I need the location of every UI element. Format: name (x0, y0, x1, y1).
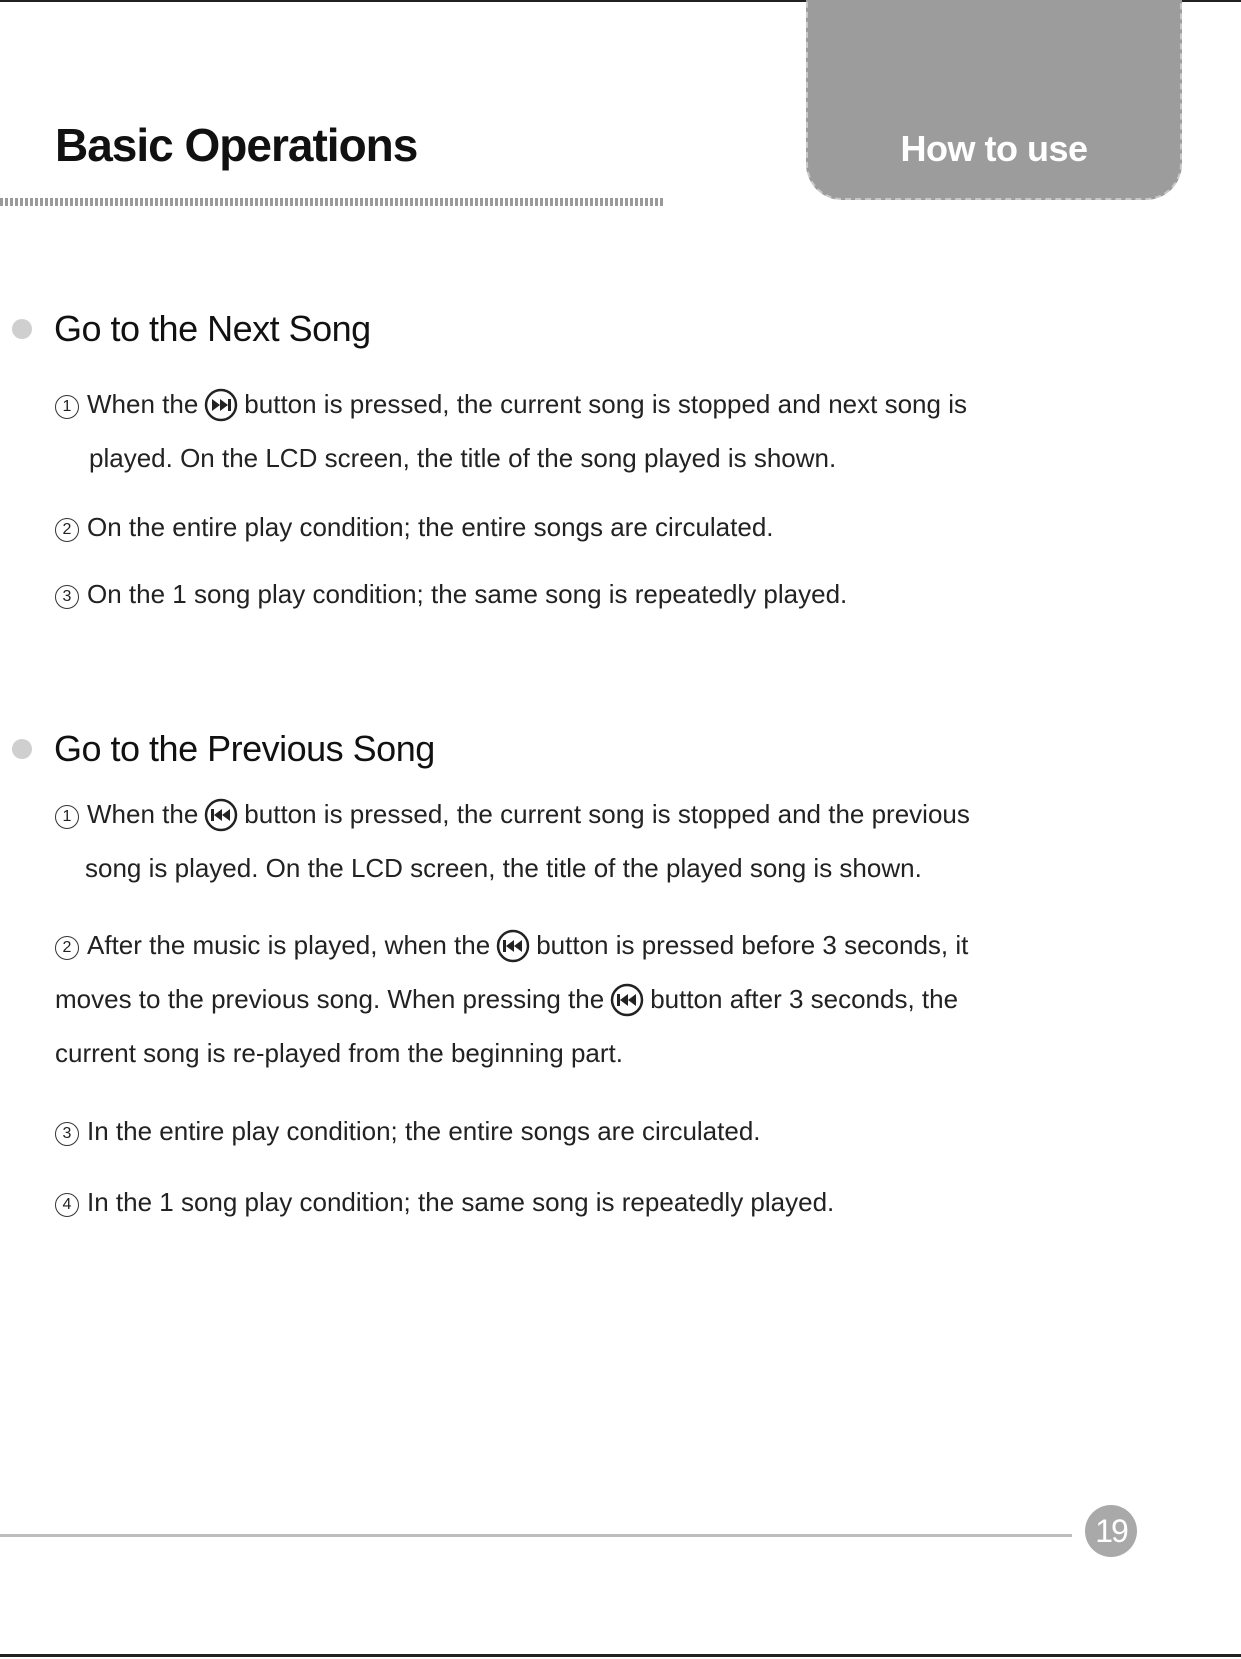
step-number: 3 (55, 1122, 79, 1146)
previous-track-icon (496, 929, 530, 963)
list-item (55, 787, 1085, 895)
next-track-icon (204, 388, 238, 422)
section-title: Go to the Previous Song (54, 728, 435, 769)
step-number: 4 (55, 1193, 79, 1217)
footer-rule (0, 1534, 1072, 1537)
title-underline (0, 198, 665, 206)
step-number: 3 (55, 585, 79, 609)
item-text: In the entire play condition; the entire songs are circulated. (87, 1116, 761, 1146)
item-text: In the 1 song play condition; the same song is repeatedly played. (87, 1187, 835, 1217)
list-item (55, 1104, 1085, 1158)
item-text: After the music is played, when the (87, 930, 491, 960)
list-item (55, 918, 1085, 1080)
list-item (55, 377, 1085, 485)
previous-track-icon (204, 798, 238, 832)
bullet-icon (12, 739, 32, 759)
item-text: On the entire play condition; the entire songs are circulated. (87, 512, 774, 542)
step-number: 2 (55, 518, 79, 542)
item-text: current song is re-played from the beginning part. (55, 1038, 623, 1068)
item-text-continued: played. On the LCD screen, the title of the song played is shown. (89, 443, 837, 473)
section-heading-previous-song (12, 728, 435, 770)
list-item (55, 500, 1085, 554)
item-text: button is pressed before 3 seconds, it (536, 930, 969, 960)
item-text: button after 3 seconds, the (650, 984, 959, 1014)
item-text: On the 1 song play condition; the same song is repeatedly played. (87, 579, 848, 609)
item-text: moves to the previous song. When pressing the (55, 984, 605, 1014)
list-item (55, 1175, 1085, 1229)
bullet-icon (12, 319, 32, 339)
section-tab-label: How to use (900, 128, 1088, 169)
item-text: button is pressed, the current song is stopped and the previous (244, 799, 970, 829)
section-heading-next-song (12, 308, 371, 350)
page-number-badge: 19 (1085, 1505, 1137, 1557)
list-item (55, 567, 1085, 621)
item-text-continued: song is played. On the LCD screen, the title of the played song is shown. (85, 853, 922, 883)
page-title: Basic Operations (55, 119, 418, 171)
step-number: 1 (55, 805, 79, 829)
step-number: 2 (55, 936, 79, 960)
step-number: 1 (55, 395, 79, 419)
item-text: When the (87, 799, 199, 829)
previous-track-icon (610, 983, 644, 1017)
item-text: button is pressed, the current song is stopped and next song is (244, 389, 967, 419)
bottom-border (0, 1654, 1241, 1657)
section-title: Go to the Next Song (54, 308, 371, 349)
item-text: When the (87, 389, 199, 419)
section-tab (806, 0, 1182, 200)
